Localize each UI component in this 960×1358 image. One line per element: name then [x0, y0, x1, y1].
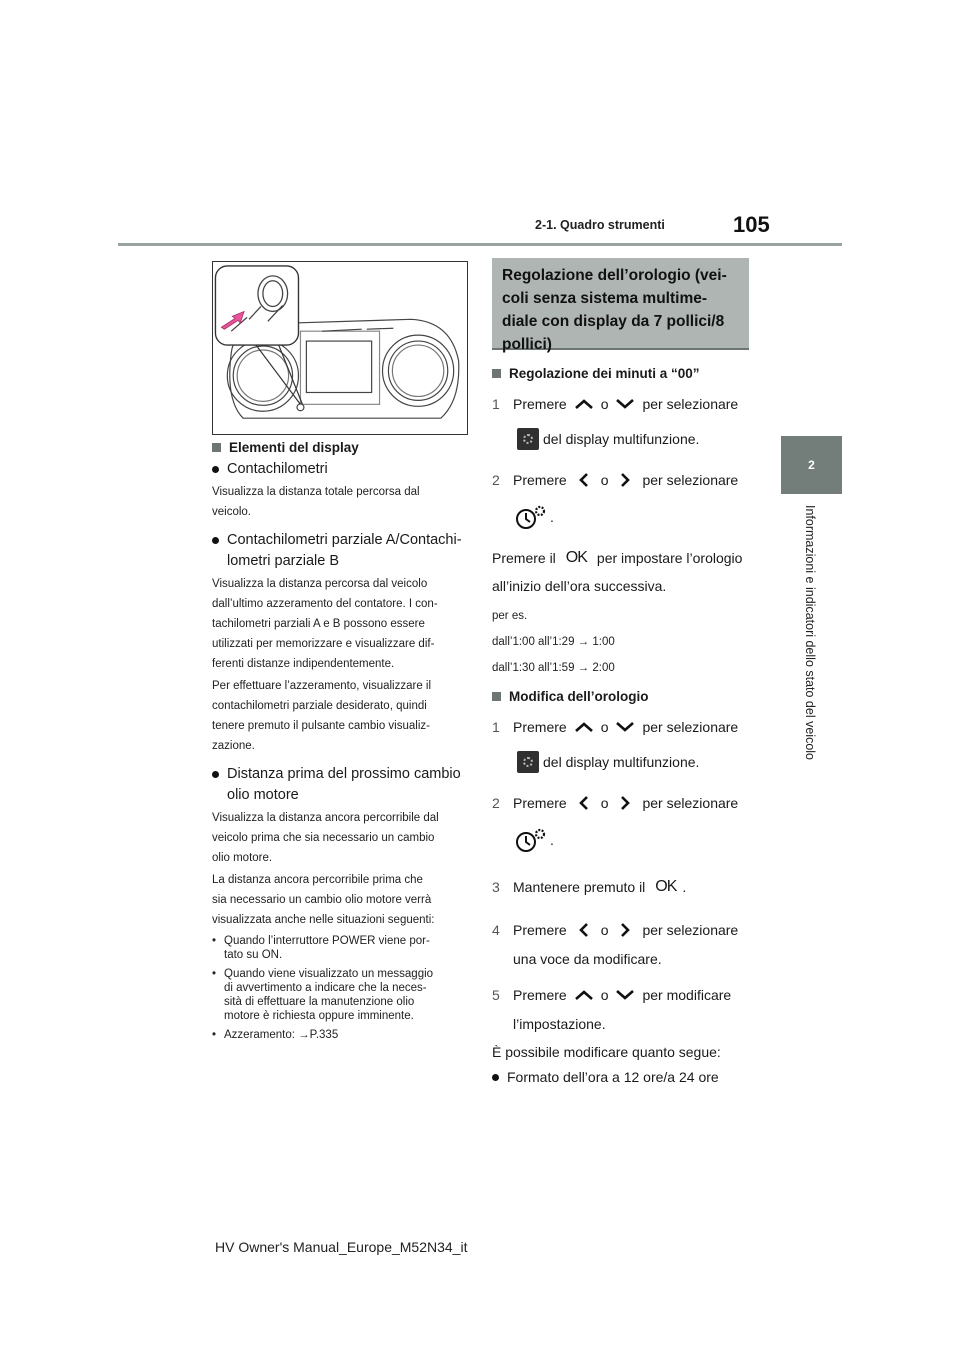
notes-list	[212, 934, 472, 1042]
modifiable-item: Formato dell’ora a 12 ore/a 24 ore	[492, 1067, 752, 1088]
section-title: 2-1. Quadro strumenti	[535, 218, 665, 232]
ok-instruction-cont: all’inizio dell’ora successiva.	[492, 578, 667, 594]
note-item: • Quando viene visualizzato un messaggio di avvertimento a indicare che la neces- sità di effettuare la manutenzione olio motore è richiesta oppure imminente.	[212, 968, 434, 1022]
chapter-tab: 2	[781, 436, 842, 494]
chevron-down-icon	[612, 397, 638, 411]
modifiable-intro: È possibile modificare quanto segue:	[492, 1044, 721, 1060]
step-5: 5 Premere o per modificare	[492, 987, 732, 1003]
step-5-cont: l’impostazione.	[513, 1016, 606, 1032]
subsection-heading: Modifica dell’orologio	[492, 689, 752, 704]
item-body: Visualizza la distanza totale percorsa dal veicolo.	[212, 486, 420, 518]
chevron-up-icon	[571, 988, 597, 1002]
clock-settings-icon	[514, 503, 548, 531]
step-1-cont: del display multifunzione.	[492, 750, 752, 774]
note-item: • Quando l’interruttore POWER viene por- tato su ON.	[212, 935, 430, 961]
settings-gear-icon	[517, 428, 539, 450]
chevron-down-icon	[612, 988, 638, 1002]
chevron-down-icon	[612, 720, 638, 734]
ok-instruction: Premere il OK per impostare l’orologio	[492, 547, 752, 569]
subsection-heading: Regolazione dei minuti a “00”	[492, 366, 752, 381]
step-1-cont: del display multifunzione.	[492, 427, 752, 451]
instrument-cluster-figure	[212, 261, 468, 435]
step-2: 2 Premere o per selezionare	[492, 795, 739, 811]
chevron-right-icon	[616, 921, 634, 939]
step-4-cont: una voce da modificare.	[513, 951, 662, 967]
ok-button-icon: OK	[565, 549, 587, 566]
clock-section-box: Regolazione dell’orologio (vei- coli senza sistema multime- diale con display da 7 pollici/8 pollici)	[492, 258, 749, 350]
ok-button-icon: OK	[655, 878, 677, 895]
chevron-left-icon	[575, 471, 593, 489]
note-item: • Azzeramento: →P.335	[212, 1029, 339, 1041]
square-bullet-icon	[212, 443, 221, 452]
item-heading: Contachilometri parziale A/Contachi- lometri parziale B	[212, 530, 472, 572]
page-number: 105	[733, 212, 770, 237]
bullet-dot-icon	[492, 1074, 499, 1081]
clock-settings-icon	[514, 826, 548, 854]
chevron-right-icon	[616, 471, 634, 489]
chevron-right-icon	[616, 794, 634, 812]
left-column	[212, 440, 472, 1042]
step-4: 4 Premere o per selezionare	[492, 922, 739, 938]
section-heading: Elementi del display	[212, 440, 472, 455]
item-body: Visualizza la distanza ancora percorribile dal veicolo prima che sia necessario un cambio olio motore. La distanza ancora percorribile prima che sia necessario un cambio olio motore verrà visualizzata anche nelle situazioni seguenti:	[212, 812, 439, 926]
step-2: 2 Premere o per selezionare	[492, 472, 739, 488]
chapter-title-vertical: Informazioni e indicatori dello stato del veicolo	[803, 505, 817, 760]
bullet-dot-icon	[212, 771, 219, 778]
header-rule	[118, 243, 842, 246]
step-3: 3 Mantenere premuto il OK .	[492, 878, 687, 895]
step-2-cont: .	[492, 826, 752, 854]
square-bullet-icon	[492, 369, 501, 378]
step-2-cont: .	[492, 503, 752, 531]
footer-manual-id: HV Owner's Manual_Europe_M52N34_it	[215, 1239, 468, 1255]
chevron-left-icon	[575, 794, 593, 812]
chevron-left-icon	[575, 921, 593, 939]
step-1: 1 Premere o per selezionare	[492, 719, 739, 735]
chevron-up-icon	[571, 397, 597, 411]
item-body: Visualizza la distanza percorsa dal veicolo dall’ultimo azzeramento del contatore. I con- tachilometri parziali A e B possono essere utilizzati per memorizzare e visualizzare dif- ferenti distanze indipendentemente. Per effettuare l’azzeramento, visualizzare il contachilometri parziale desiderato, quindi tenere premuto il pulsante cambio visualiz- zazione.	[212, 578, 438, 752]
settings-gear-icon	[517, 751, 539, 773]
bullet-dot-icon	[212, 466, 219, 473]
example-block: per es. dall’1:00 all’1:29 → 1:00 dall’1:30 all’1:59 → 2:00	[492, 610, 615, 674]
square-bullet-icon	[492, 692, 501, 701]
item-heading: Contachilometri	[212, 459, 472, 480]
right-column	[492, 258, 752, 1088]
chevron-up-icon	[571, 720, 597, 734]
bullet-dot-icon	[212, 537, 219, 544]
step-1: 1 Premere o per selezionare	[492, 396, 739, 412]
item-heading: Distanza prima del prossimo cambio olio motore	[212, 764, 472, 806]
